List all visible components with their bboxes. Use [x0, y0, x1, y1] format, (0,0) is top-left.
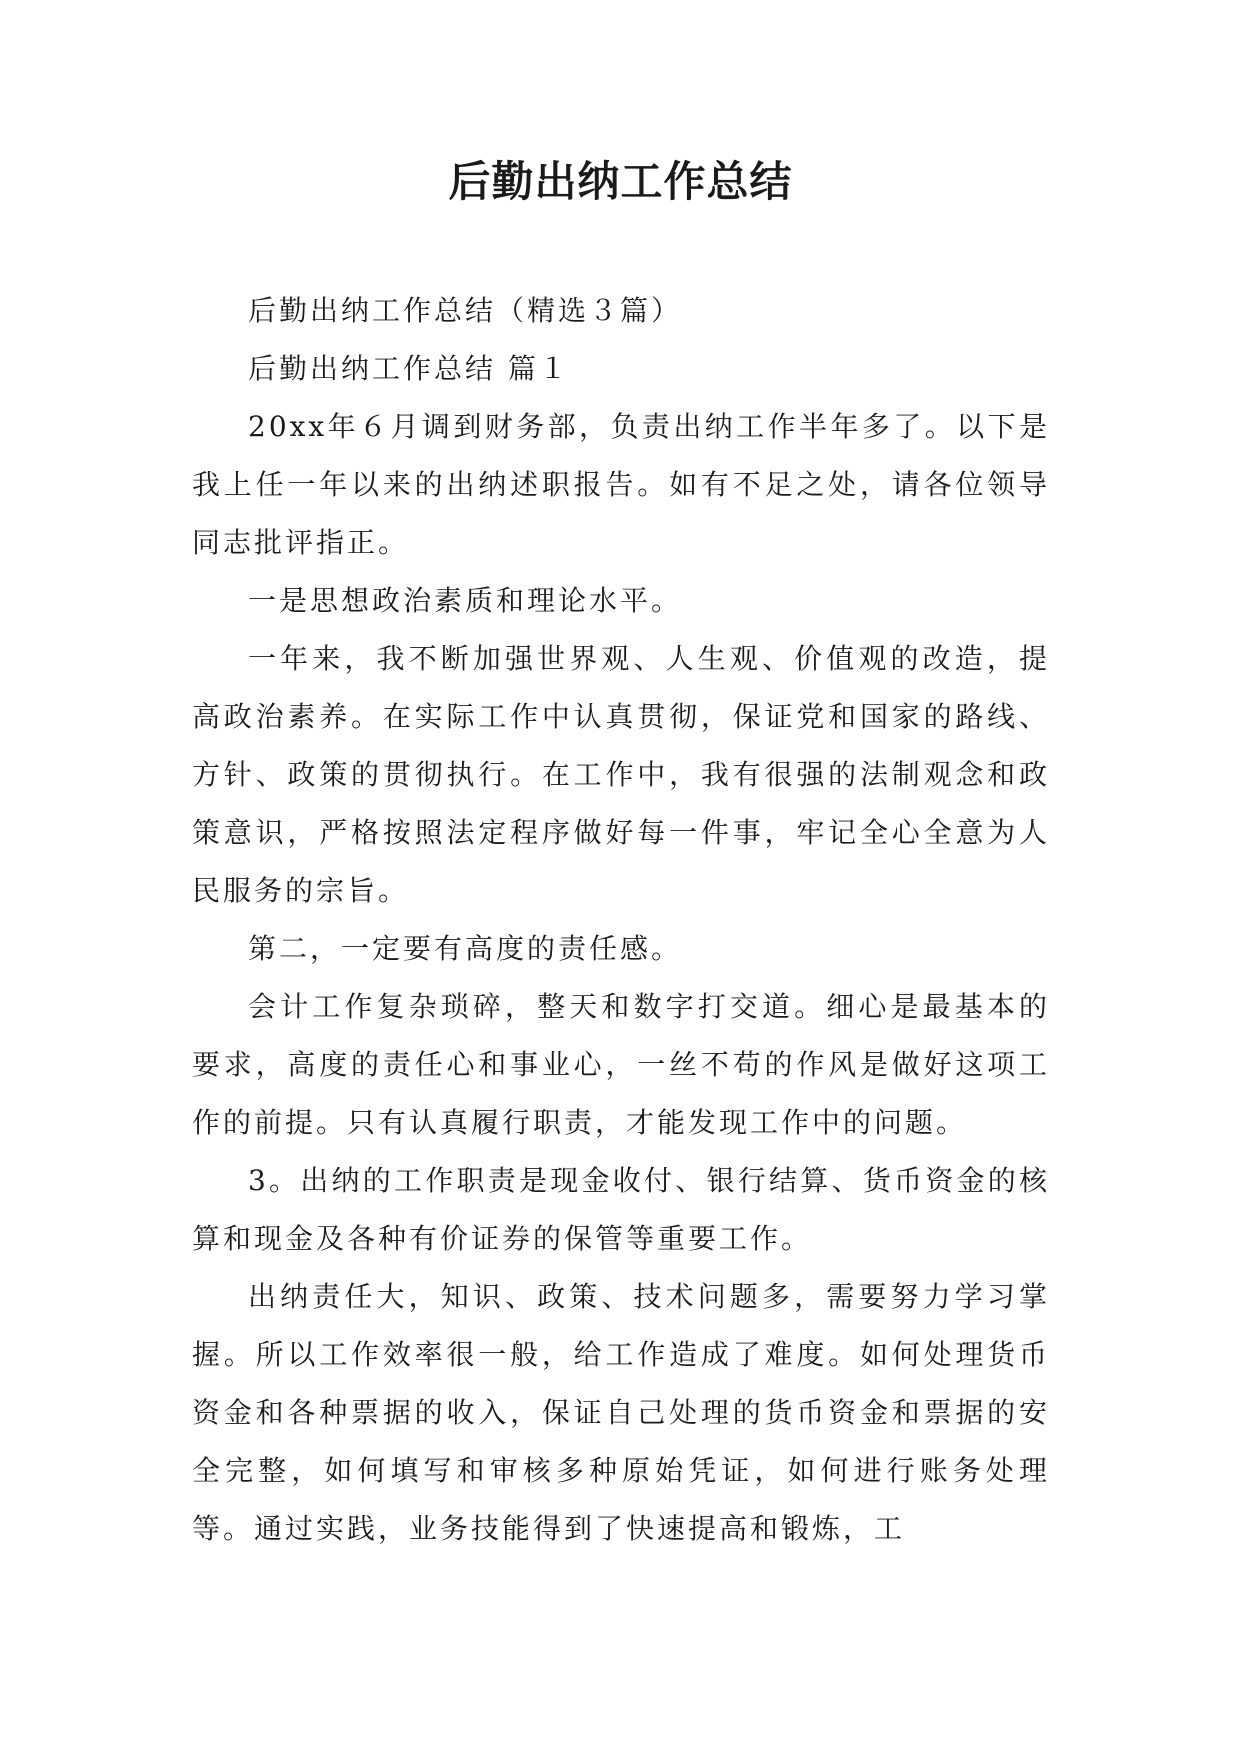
paragraph-point-3: 3。出纳的工作职责是现金收付、银行结算、货币资金的核算和现金及各种有价证券的保管等重要工作。: [192, 1164, 1050, 1255]
paragraph-subtitle: 后勤出纳工作总结（精选３篇）: [248, 294, 683, 327]
paragraph-point-2-heading: 第二，一定要有高度的责任感。: [248, 932, 683, 965]
document-body: [192, 282, 1050, 1558]
paragraph-point-2-body: 会计工作复杂琐碎，整天和数字打交道。细心是最基本的要求，高度的责任心和事业心，一丝不苟的作风是做好这项工作的前提。只有认真履行职责，才能发现工作中的问题。: [192, 990, 1050, 1139]
paragraph-point-1-heading: 一是思想政治素质和理论水平。: [248, 584, 683, 617]
document-title: 后勤出纳工作总结: [448, 157, 793, 206]
paragraph-intro: 20xx年６月调到财务部，负责出纳工作半年多了。以下是我上任一年以来的出纳述职报告。如有不足之处，请各位领导同志批评指正。: [192, 410, 1050, 559]
paragraph-point-1-body: 一年来，我不断加强世界观、人生观、价值观的改造，提高政治素养。在实际工作中认真贯彻，保证党和国家的路线、方针、政策的贯彻执行。在工作中，我有很强的法制观念和政策意识，严格按照法定程序做好每一件事，牢记全心全意为人民服务的宗旨。: [192, 642, 1050, 907]
paragraph-point-3-body: 出纳责任大，知识、政策、技术问题多，需要努力学习掌握。所以工作效率很一般，给工作造成了难度。如何处理货币资金和各种票据的收入，保证自己处理的货币资金和票据的安全完整，如何填写和审核多种原始凭证，如何进行账务处理等。通过实践，业务技能得到了快速提高和锻炼，工: [192, 1280, 1050, 1545]
paragraph-section-heading: 后勤出纳工作总结 篇１: [248, 352, 570, 385]
